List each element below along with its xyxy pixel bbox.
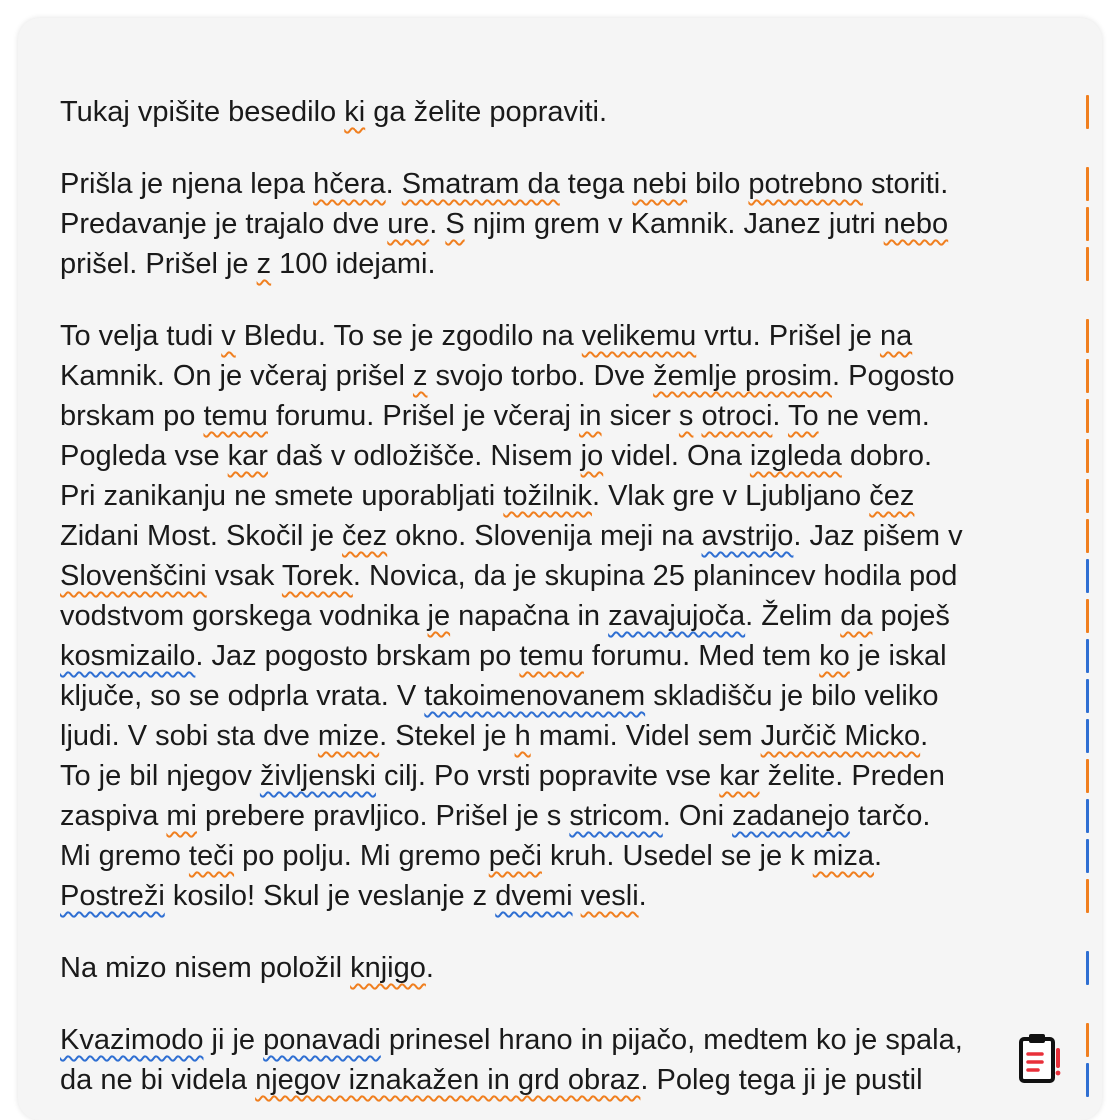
text-segment: storiti. bbox=[862, 168, 949, 200]
grammar-error[interactable]: z bbox=[412, 360, 428, 392]
text-line bbox=[60, 92, 1070, 132]
text-segment: ljudi. V sobi sta dve bbox=[60, 720, 318, 752]
text-segment: vsak bbox=[206, 560, 282, 592]
text-line bbox=[60, 516, 1070, 556]
spelling-error[interactable]: Kvazimodo bbox=[60, 1024, 204, 1056]
text-editor[interactable] bbox=[60, 92, 1070, 1120]
text-line bbox=[60, 476, 1070, 516]
grammar-error[interactable]: čez bbox=[869, 480, 915, 512]
grammar-error[interactable]: To bbox=[787, 400, 819, 432]
text-segment: Prišla je njena lepa bbox=[60, 168, 314, 200]
text-segment: videl. Ona bbox=[603, 440, 750, 472]
text-segment: Bledu. To se je zgodilo na bbox=[235, 320, 582, 352]
line-issue-marker[interactable] bbox=[1086, 559, 1089, 593]
text-segment: cilj. Po vrsti popravite vse bbox=[375, 760, 720, 792]
text-segment: . bbox=[772, 400, 788, 432]
editor-card bbox=[18, 18, 1102, 1120]
text-segment: prebere pravljico. Prišel je s bbox=[197, 800, 570, 832]
text-segment: . Jaz pogosto brskam po bbox=[195, 640, 520, 672]
text-segment: da ne bi videla bbox=[60, 1064, 256, 1096]
grammar-error[interactable]: h bbox=[514, 720, 531, 752]
text-segment: dobro. bbox=[841, 440, 933, 472]
grammar-error[interactable]: hčera bbox=[313, 168, 386, 200]
text-line bbox=[60, 396, 1070, 436]
grammar-error[interactable]: vesli bbox=[580, 880, 639, 912]
text-segment: . Pogosto bbox=[832, 360, 955, 392]
grammar-error[interactable]: mi bbox=[166, 800, 197, 832]
grammar-error[interactable]: otroci bbox=[701, 400, 773, 432]
text-segment: To je bil njegov bbox=[60, 760, 260, 792]
line-issue-marker[interactable] bbox=[1086, 207, 1089, 241]
text-segment bbox=[573, 880, 581, 912]
text-segment: Mi gremo bbox=[60, 840, 189, 872]
text-line bbox=[60, 316, 1070, 356]
paragraph bbox=[60, 948, 1070, 988]
line-issue-marker[interactable] bbox=[1086, 1023, 1089, 1057]
text-segment: Zidani Most. Skočil je bbox=[60, 520, 343, 552]
grammar-error[interactable]: izgleda bbox=[749, 440, 842, 472]
grammar-error[interactable]: nebi bbox=[632, 168, 688, 200]
text-segment: napačna in bbox=[450, 600, 609, 632]
line-issue-marker[interactable] bbox=[1086, 399, 1089, 433]
grammar-error[interactable]: tožilnik bbox=[503, 480, 592, 512]
text-segment: bilo bbox=[687, 168, 749, 200]
spelling-error[interactable]: kosmizailo bbox=[60, 640, 196, 672]
text-line bbox=[60, 244, 1070, 284]
grammar-error[interactable]: temu bbox=[203, 400, 268, 432]
line-issue-marker[interactable] bbox=[1086, 839, 1089, 873]
line-issue-marker[interactable] bbox=[1086, 951, 1089, 985]
text-segment: ga želite popraviti. bbox=[365, 96, 608, 128]
text-segment: prinesel hrano in pijačo, medtem ko je spala, bbox=[380, 1024, 963, 1056]
text-line bbox=[60, 556, 1070, 596]
text-segment: želite. Preden bbox=[759, 760, 945, 792]
text-segment: Na mizo nisem položil bbox=[60, 952, 351, 984]
text-segment: . bbox=[638, 880, 647, 912]
spelling-error[interactable]: stricom bbox=[569, 800, 663, 832]
grammar-error[interactable]: teči bbox=[188, 840, 235, 872]
text-segment: . bbox=[429, 208, 446, 240]
text-line bbox=[60, 796, 1070, 836]
paragraph bbox=[60, 316, 1070, 916]
grammar-error[interactable]: miza bbox=[812, 840, 874, 872]
grammar-error[interactable]: Torek bbox=[281, 560, 353, 592]
text-segment: Tukaj vpišite besedilo bbox=[60, 96, 345, 128]
text-segment: zaspiva bbox=[60, 800, 167, 832]
grammar-error[interactable]: ko bbox=[819, 640, 850, 672]
text-segment: . Jaz pišem v bbox=[793, 520, 963, 552]
text-segment: prišel. Prišel je bbox=[60, 248, 257, 280]
text-segment: tega bbox=[559, 168, 633, 200]
text-segment: . bbox=[920, 720, 929, 752]
grammar-error[interactable]: z bbox=[256, 248, 272, 280]
grammar-error[interactable]: s bbox=[678, 400, 694, 432]
grammar-error[interactable]: da bbox=[840, 600, 873, 632]
text-segment: . Želim bbox=[745, 600, 841, 632]
text-segment: . Novica, da je skupina 25 planincev hodila pod bbox=[352, 560, 958, 592]
text-segment: forumu. Med tem bbox=[583, 640, 820, 672]
text-segment: brskam po bbox=[60, 400, 204, 432]
text-segment: kosilo! Skul je veslanje z bbox=[164, 880, 496, 912]
text-segment: Pogleda vse bbox=[60, 440, 228, 472]
grammar-error[interactable]: in bbox=[578, 400, 602, 432]
grammar-error[interactable]: Smatram da bbox=[401, 168, 560, 200]
text-line bbox=[60, 1060, 1070, 1100]
text-segment: kruh. Usedel se je k bbox=[541, 840, 813, 872]
text-line bbox=[60, 1020, 1070, 1060]
line-issue-marker[interactable] bbox=[1086, 359, 1089, 393]
grammar-error[interactable]: žemlje prosim bbox=[653, 360, 832, 392]
text-segment: ji je bbox=[203, 1024, 264, 1056]
grammar-error[interactable]: je bbox=[427, 600, 451, 632]
text-segment: svojo torbo. Dve bbox=[427, 360, 654, 392]
text-segment: ključe, so se odprla vrata. V bbox=[60, 680, 425, 712]
paragraph bbox=[60, 1020, 1070, 1100]
grammar-error[interactable]: v bbox=[221, 320, 236, 352]
spelling-error[interactable]: Postreži bbox=[60, 880, 165, 912]
grammar-error[interactable]: ure bbox=[387, 208, 430, 240]
grammar-error[interactable]: velikemu bbox=[581, 320, 697, 352]
grammar-error[interactable]: potrebno bbox=[748, 168, 863, 200]
line-markers bbox=[1086, 18, 1092, 1120]
grammar-error[interactable]: njegov iznakažen in grd obraz bbox=[255, 1064, 641, 1096]
line-issue-marker[interactable] bbox=[1086, 759, 1089, 793]
line-issue-marker[interactable] bbox=[1086, 799, 1089, 833]
text-line bbox=[60, 756, 1070, 796]
grammar-error[interactable]: ki bbox=[344, 96, 366, 128]
text-line bbox=[60, 836, 1070, 876]
text-line bbox=[60, 716, 1070, 756]
text-line bbox=[60, 356, 1070, 396]
text-segment: forumu. Prišel je včeraj bbox=[267, 400, 579, 432]
text-line bbox=[60, 204, 1070, 244]
line-issue-marker[interactable] bbox=[1086, 479, 1089, 513]
grammar-error[interactable]: mize bbox=[317, 720, 380, 752]
text-line bbox=[60, 676, 1070, 716]
text-segment: je iskal bbox=[849, 640, 947, 672]
text-segment: vodstvom gorskega vodnika bbox=[60, 600, 428, 632]
spelling-error[interactable]: zadanejo bbox=[732, 800, 850, 832]
grammar-error[interactable]: Slovenščini bbox=[60, 560, 207, 592]
line-issue-marker[interactable] bbox=[1086, 247, 1089, 281]
grammar-error[interactable]: temu bbox=[519, 640, 584, 672]
text-segment: Predavanje je trajalo dve bbox=[60, 208, 388, 240]
text-segment: okno. Slovenija meji na bbox=[387, 520, 702, 552]
spelling-error[interactable]: avstrijo bbox=[701, 520, 794, 552]
text-segment: . Vlak gre v Ljubljano bbox=[591, 480, 870, 512]
line-issue-marker[interactable] bbox=[1086, 719, 1089, 753]
text-segment: tarčo. bbox=[849, 800, 931, 832]
text-segment: 100 idejami. bbox=[271, 248, 436, 280]
text-segment: ne vem. bbox=[818, 400, 930, 432]
text-segment: To velja tudi bbox=[60, 320, 222, 352]
text-line bbox=[60, 948, 1070, 988]
text-segment: . bbox=[873, 840, 883, 872]
line-issue-marker[interactable] bbox=[1086, 95, 1089, 129]
paragraph bbox=[60, 92, 1070, 132]
grammar-error[interactable]: jo bbox=[580, 440, 604, 472]
line-issue-marker[interactable] bbox=[1086, 879, 1089, 913]
grammar-error[interactable]: Jurčič Micko bbox=[760, 720, 921, 752]
issues-button[interactable] bbox=[1018, 1032, 1064, 1086]
text-segment: daš v odložišče. Nisem bbox=[267, 440, 581, 472]
grammar-error[interactable]: čez bbox=[342, 520, 388, 552]
text-line bbox=[60, 636, 1070, 676]
line-issue-marker[interactable] bbox=[1086, 167, 1089, 201]
text-segment: skladišču je bilo veliko bbox=[645, 680, 939, 712]
grammar-error[interactable]: nebo bbox=[883, 208, 949, 240]
line-issue-marker[interactable] bbox=[1086, 519, 1089, 553]
clipboard-alert-icon bbox=[1018, 1032, 1064, 1086]
text-line bbox=[60, 876, 1070, 916]
text-segment: po polju. Mi gremo bbox=[234, 840, 489, 872]
line-issue-marker[interactable] bbox=[1086, 439, 1089, 473]
text-segment: . Oni bbox=[662, 800, 733, 832]
grammar-error[interactable]: na bbox=[879, 320, 913, 352]
line-issue-marker[interactable] bbox=[1086, 1063, 1089, 1097]
text-segment: . bbox=[385, 168, 402, 200]
text-line bbox=[60, 596, 1070, 636]
spelling-error[interactable]: takoimenovanem bbox=[424, 680, 646, 712]
text-segment: Kamnik. On je včeraj prišel bbox=[60, 360, 413, 392]
text-segment: mami. Videl sem bbox=[530, 720, 761, 752]
line-issue-marker[interactable] bbox=[1086, 319, 1089, 353]
text-segment: . Stekel je bbox=[379, 720, 515, 752]
spelling-error[interactable]: ponavadi bbox=[263, 1024, 381, 1056]
text-segment: Pri zanikanju ne smete uporabljati bbox=[60, 480, 504, 512]
grammar-error[interactable]: kar bbox=[227, 440, 268, 472]
grammar-error[interactable]: kar bbox=[719, 760, 760, 792]
line-issue-marker[interactable] bbox=[1086, 599, 1089, 633]
line-issue-marker[interactable] bbox=[1086, 679, 1089, 713]
text-segment: . Poleg tega ji je pustil bbox=[640, 1064, 923, 1096]
line-issue-marker[interactable] bbox=[1086, 639, 1089, 673]
text-segment: poješ bbox=[872, 600, 950, 632]
text-segment: sicer bbox=[601, 400, 679, 432]
text-segment: vrtu. Prišel je bbox=[696, 320, 880, 352]
text-segment: njim grem v Kamnik. Janez jutri bbox=[464, 208, 884, 240]
spelling-error[interactable]: zavajujoča bbox=[608, 600, 746, 632]
grammar-error[interactable]: S bbox=[445, 208, 465, 240]
grammar-error[interactable]: knjigo bbox=[350, 952, 426, 984]
grammar-error[interactable]: peči bbox=[488, 840, 542, 872]
text-segment: . bbox=[425, 952, 434, 984]
text-line bbox=[60, 164, 1070, 204]
spelling-error[interactable]: življenski bbox=[259, 760, 376, 792]
text-line bbox=[60, 436, 1070, 476]
paragraph bbox=[60, 164, 1070, 284]
spelling-error[interactable]: dvemi bbox=[495, 880, 573, 912]
